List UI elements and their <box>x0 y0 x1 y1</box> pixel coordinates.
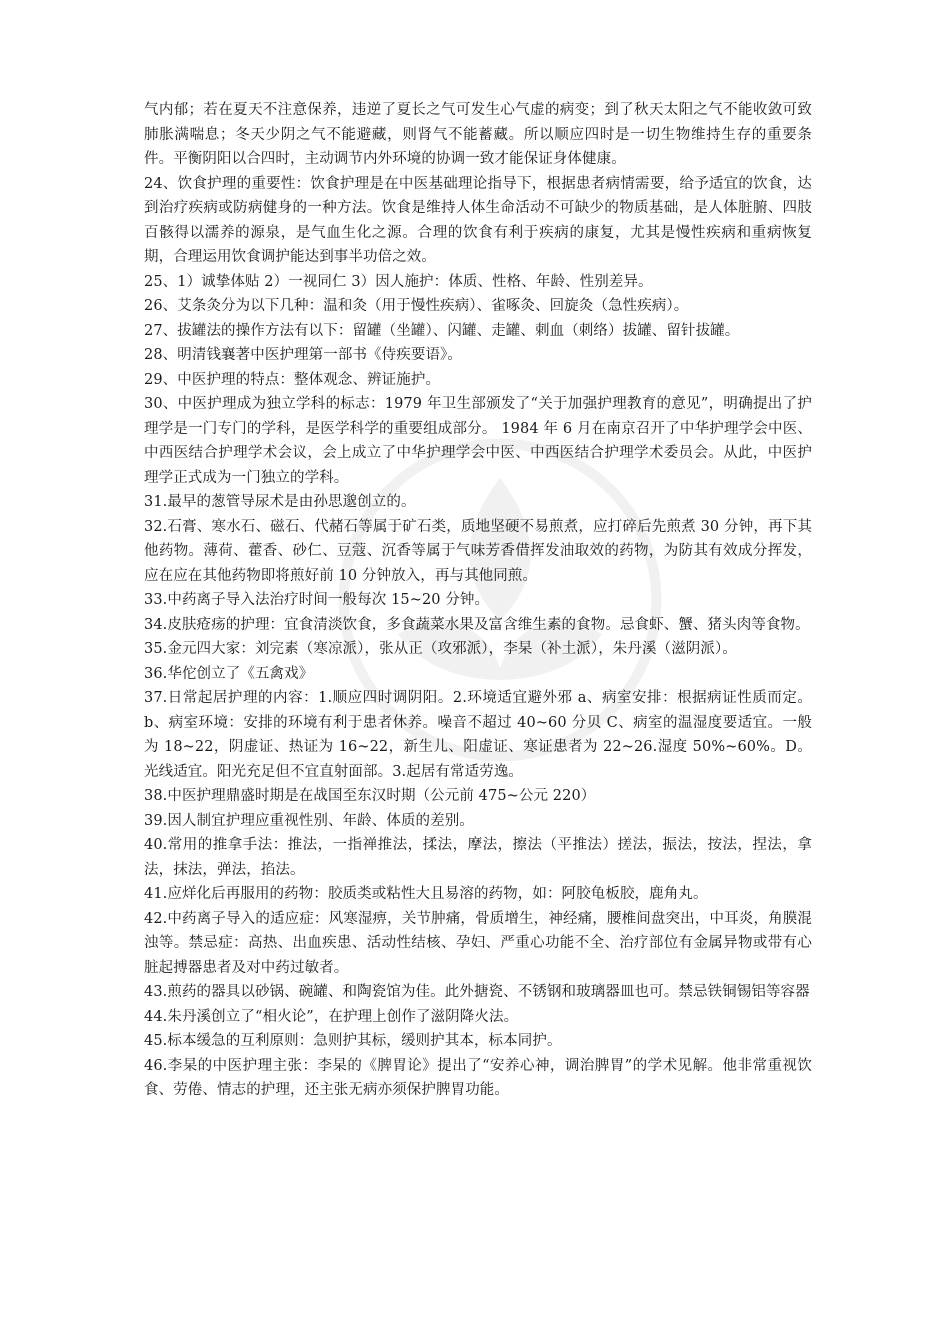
paragraph: 26、艾条灸分为以下几种：温和灸（用于慢性疾病）、雀啄灸、回旋灸（急性疾病）。 <box>144 298 689 314</box>
paragraph: 41.应烊化后再服用的药物：胶质类或粘性大且易溶的药物，如：阿胶龟板胶，鹿角丸。 <box>144 886 708 902</box>
paragraph: 31.最早的葱管导尿术是由孙思邈创立的。 <box>144 494 416 510</box>
paragraph: 34.皮肤疮疡的护理：宜食清淡饮食，多食蔬菜水果及富含维生素的食物。忌食虾、蟹、猪头肉等食物。 <box>144 616 810 633</box>
paragraph: 25、1）诚挚体贴 2）一视同仁 3）因人施护：体质、性格、年龄、性别差异。 <box>144 273 653 290</box>
paragraph: 33.中药离子导入法治疗时间一般每次 15~20 分钟。 <box>144 592 490 608</box>
paragraph: 36.华佗创立了《五禽戏》 <box>144 665 314 682</box>
paragraph: 28、明清钱襄著中医护理第一部书《侍疾要语》。 <box>144 347 462 363</box>
paragraph: 38.中医护理鼎盛时期是在战国至东汉时期（公元前 475~公元 220） <box>144 788 596 804</box>
paragraph: 气内郁；若在夏天不注意保养，违逆了夏长之气可发生心气虚的病变；到了秋天太阳之气不能收敛可致肺胀满喘息；冬天少阴之气不能避藏，则肾气不能蓄藏。所以顺应四时是一切生物维持生存的重要条件。平衡阴阳以合四时，主动调节内外环境的协调一致才能保证身体健康。 <box>144 102 812 167</box>
paragraph: 24、饮食护理的重要性：饮食护理是在中医基础理论指导下，根据患者病情需要，给予适宜的饮食，达到治疗疾病或防病健身的一种方法。饮食是维持人体生命活动不可缺少的物质基础，是人体脏腑、四肢百骸得以濡养的源泉，是气血生化之源。合理的饮食有利于疾病的康复，尤其是慢性疾病和重病恢复期，合理运用饮食调护能达到事半功倍之效。 <box>144 175 812 265</box>
paragraph: 46.李杲的中医护理主张：李杲的《脾胃论》提出了“安养心神，调治脾胃”的学术见解。他非常重视饮食、劳倦、情志的护理，还主张无病亦须保护脾胃功能。 <box>144 1057 812 1098</box>
document-body <box>144 98 812 1103</box>
paragraph: 37.日常起居护理的内容：1.顺应四时调阴阳。2.环境适宜避外邪 a、病室安排：根据病证性质而定。b、病室环境：安排的环境有利于患者休养。噪音不超过 40~60 分贝 C、病室的温湿度要适宜。一般为 18~22，阴虚证、热证为 16~22，新生儿、阳虚证、寒证患者为 22~26.湿度 50%~60%。D。光线适宜。阳光充足但不宜直射面部。3.起居有常适劳逸。 <box>144 690 812 780</box>
paragraph: 30、中医护理成为独立学科的标志：1979 年卫生部颁发了“关于加强护理教育的意见”，明确提出了护理学是一门专门的学科，是医学科学的重要组成部分。 1984 年 6 月在南京召开了中华护理学会中医、中西医结合护理学术会议，会上成立了中华护理学会中医、中西医结合护理学术委员会。从此，中医护理学正式成为一门独立的学科。 <box>144 396 812 486</box>
paragraph: 44.朱丹溪创立了“相火论”，在护理上创作了滋阴降火法。 <box>144 1008 519 1025</box>
paragraph: 35.金元四大家：刘完素（寒凉派），张从正（攻邪派），李杲（补土派），朱丹溪（滋阴派）。 <box>144 641 737 657</box>
paragraph: 43.煎药的器具以砂锅、碗罐、和陶瓷馆为佳。此外搪瓷、不锈钢和玻璃器皿也可。禁忌铁铜锡铝等容器 <box>144 984 810 1000</box>
paragraph: 27、拔罐法的操作方法有以下：留罐（坐罐）、闪罐、走罐、刺血（刺络）拔罐、留针拔罐。 <box>144 322 740 339</box>
paragraph: 32.石膏、寒水石、磁石、代赭石等属于矿石类，质地坚硬不易煎煮，应打碎后先煎煮 30 分钟，再下其他药物。薄荷、藿香、砂仁、豆蔻、沉香等属于气味芳香借挥发油取效的药物，为防其有效成分挥发，应在应在其他药物即将煎好前 10 分钟放入，再与其他同煎。 <box>144 518 812 584</box>
paragraph: 42.中药离子导入的适应症：风寒湿痹，关节肿痛，骨质增生，神经痛，腰椎间盘突出，中耳炎，角膜混浊等。禁忌症：高热、出血疾患、活动性结核、孕妇、严重心功能不全、治疗部位有金属异物或带有心脏起搏器患者及对中药过敏者。 <box>144 910 812 976</box>
paragraph: 45.标本缓急的互利原则：急则护其标，缓则护其本，标本同护。 <box>144 1033 562 1049</box>
paragraph: 29、中医护理的特点：整体观念、辨证施护。 <box>144 371 441 388</box>
paragraph: 39.因人制宜护理应重视性别、年龄、体质的差别。 <box>144 812 474 829</box>
paragraph: 40.常用的推拿手法：推法，一指禅推法，揉法，摩法，擦法（平推法）搓法，振法，按法，捏法，拿法，抹法，弹法，掐法。 <box>144 837 812 878</box>
